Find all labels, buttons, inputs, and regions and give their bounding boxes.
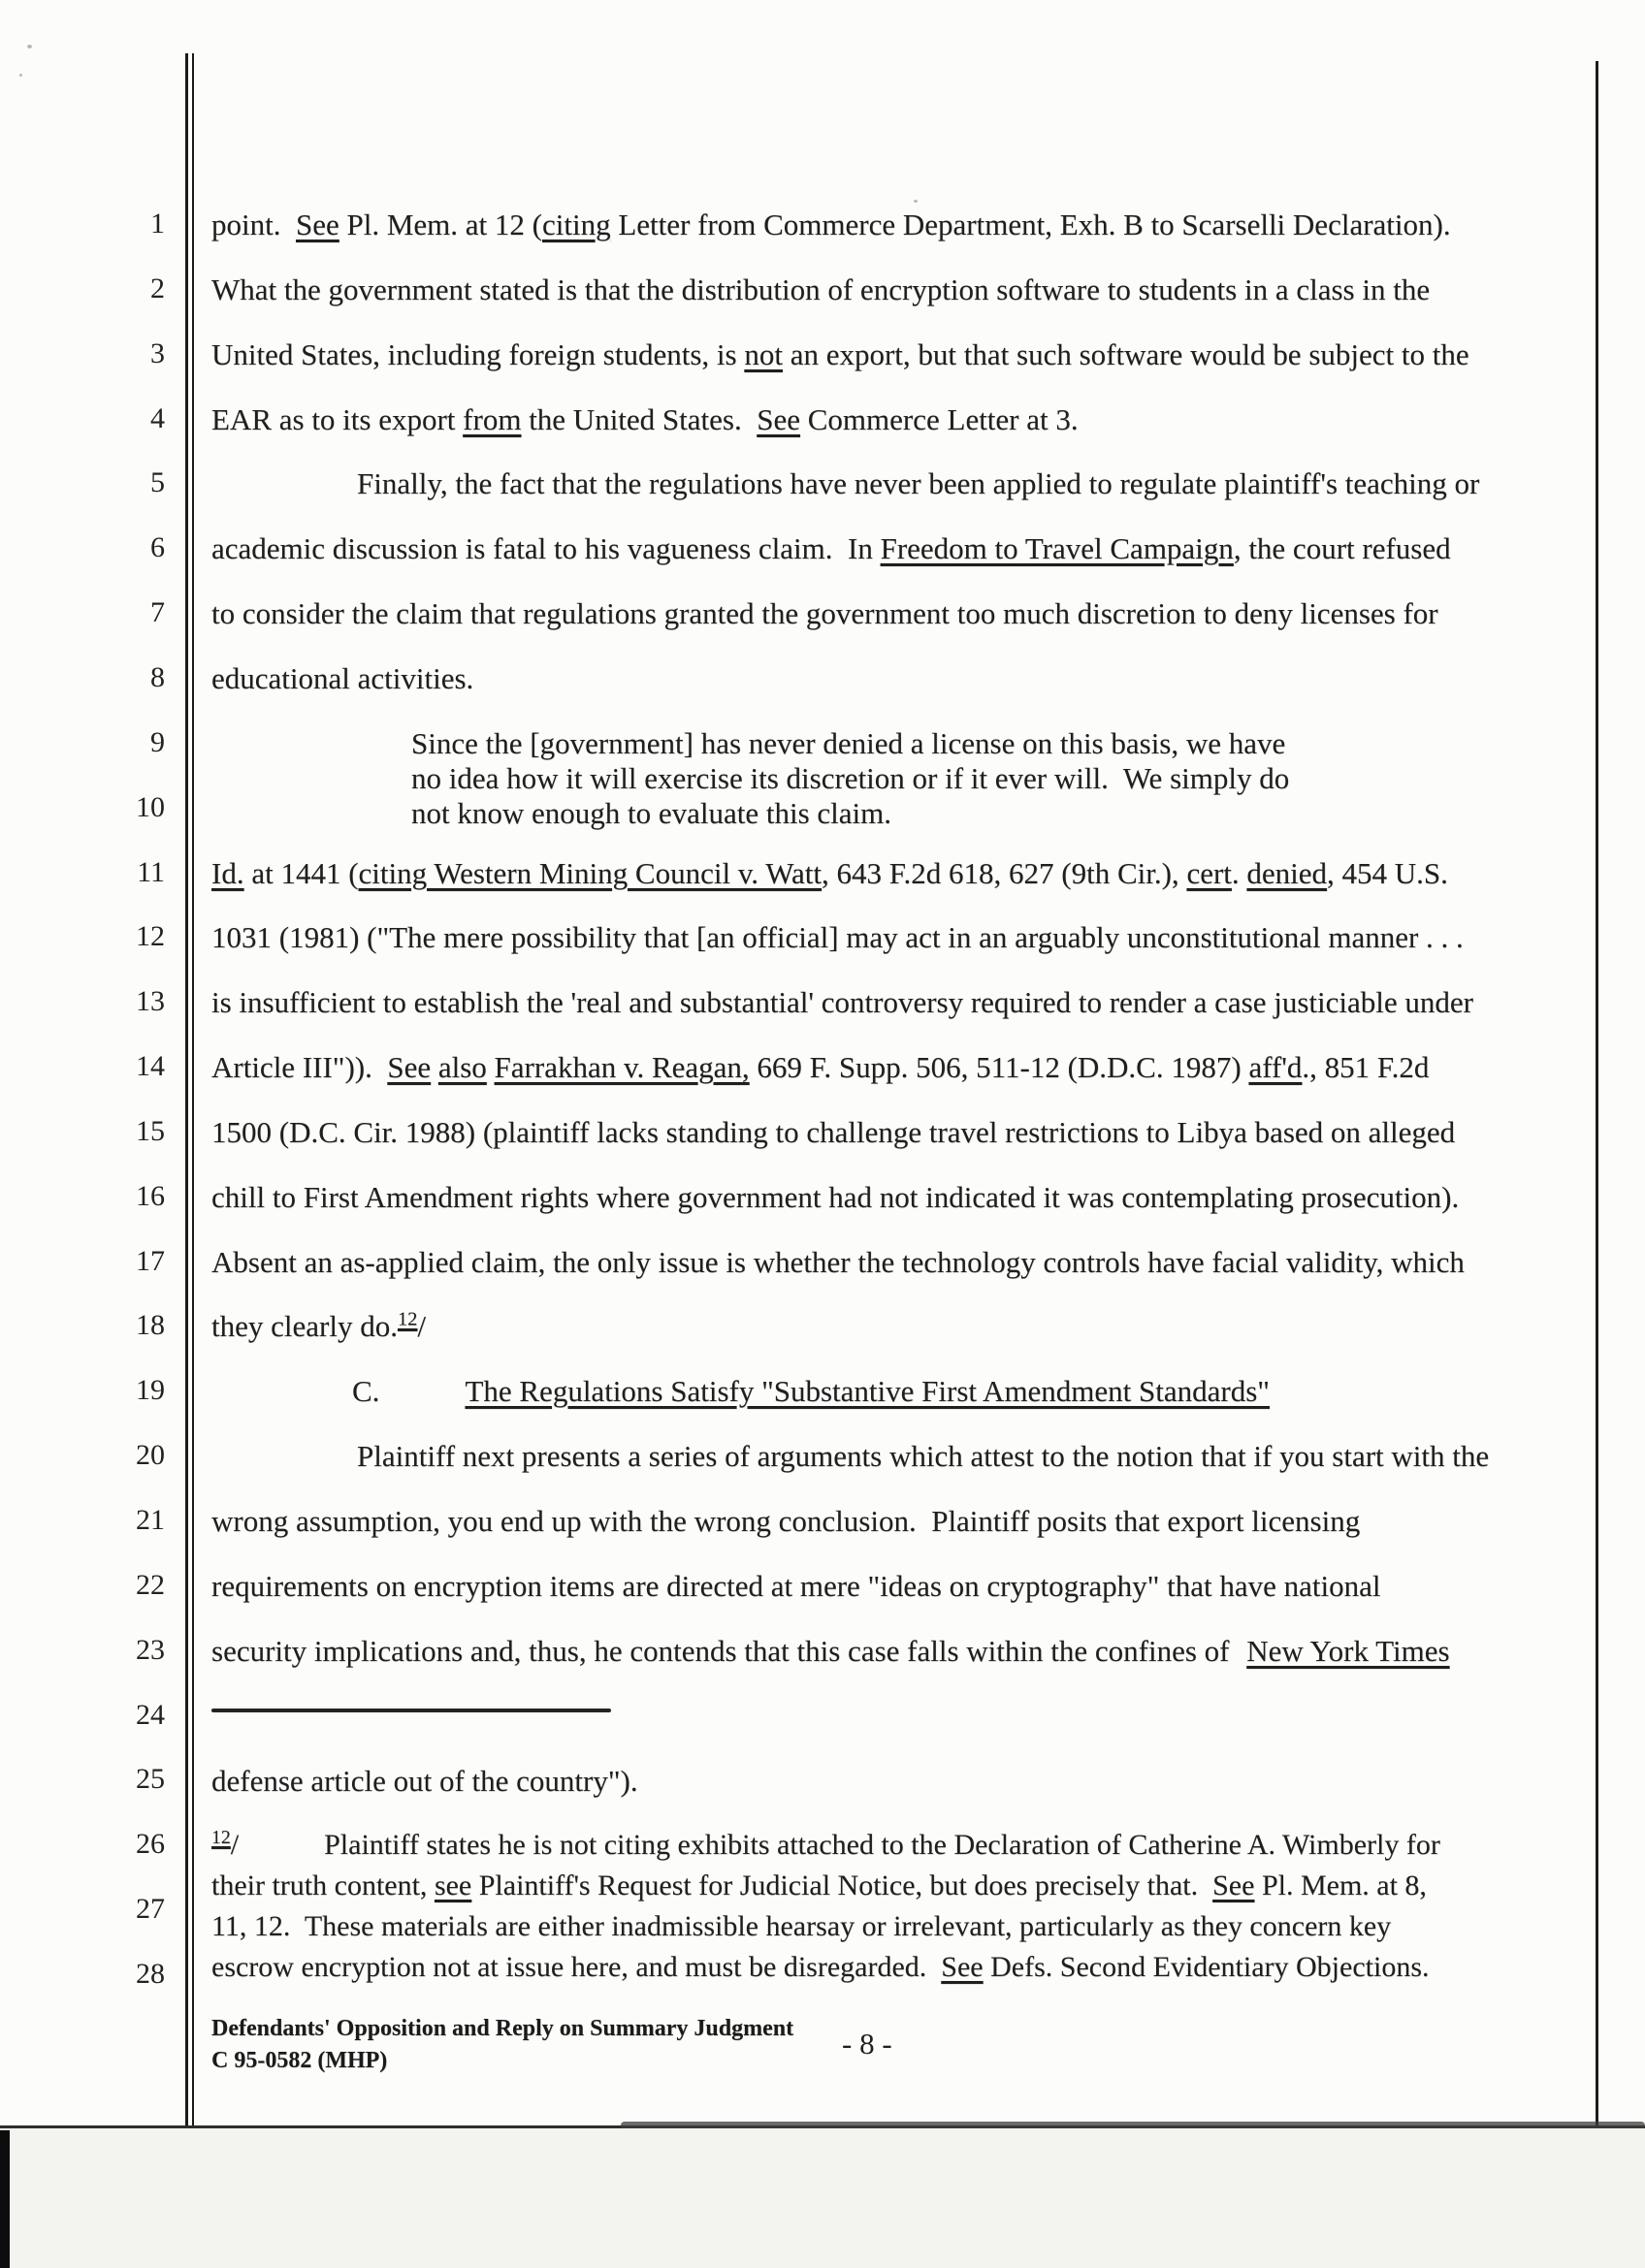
underlined-text: See [757, 402, 800, 436]
text-segment: Defs. Second Evidentiary Objections. [983, 1951, 1430, 1983]
text-segment: / [417, 1309, 427, 1343]
text-segment: wrong assumption, you end up with the wrong conclusion. Plaintiff posits that export licensing [211, 1504, 1361, 1538]
text-segment: . [1231, 856, 1247, 890]
document-line [211, 1868, 1427, 1904]
text-segment: defense article out of the country"). [211, 1764, 638, 1798]
text-segment: 1500 (D.C. Cir. 1988) (plaintiff lacks standing to challenge travel restrictions to Libya based on alleged [211, 1115, 1456, 1149]
text-segment: Pl. Mem. at 12 ( [339, 208, 542, 241]
document-line [211, 595, 1438, 632]
underlined-text: Farrakhan v. Reagan, [494, 1050, 750, 1084]
text-segment: their truth content, [211, 1869, 435, 1901]
underlined-text: Freedom to Travel Campaign [880, 531, 1234, 565]
underlined-text: The Regulations Satisfy "Substantive First Amendment Standards" [465, 1374, 1270, 1408]
document-line [211, 272, 1430, 308]
underlined-text: Id. [211, 856, 244, 890]
text-segment: Article III")). [211, 1050, 388, 1084]
scan-speck [914, 200, 918, 203]
scan-edge-artifact [0, 2130, 10, 2268]
text-segment: Plaintiff's Request for Judicial Notice, but does precisely that. [471, 1869, 1213, 1901]
document-line [211, 1114, 1455, 1151]
footer-title: Defendants' Opposition and Reply on Summary Judgment [211, 2016, 794, 2041]
text-segment: requirements on encryption items are directed at mere "ideas on cryptography" that have national [211, 1569, 1381, 1603]
line-number: 5 [150, 466, 165, 498]
text-segment: 11, 12. These materials are either inadmissible hearsay or irrelevant, particularly as they concern key [211, 1910, 1392, 1942]
line-number: 13 [136, 985, 165, 1017]
underlined-text: See [1212, 1869, 1255, 1901]
line-number: 2 [150, 272, 165, 304]
text-segment: Absent an as-applied claim, the only issue is whether the technology controls have facial validity, which [211, 1245, 1465, 1279]
document-line [211, 530, 1451, 567]
document-line [357, 1438, 1489, 1475]
line-number: 22 [136, 1569, 165, 1601]
text-segment: chill to First Amendment rights where government had not indicated it was contemplating prosecution). [211, 1180, 1460, 1214]
text-segment: , the court refused [1233, 531, 1451, 565]
document-line [211, 1827, 1440, 1864]
line-number: 24 [136, 1699, 165, 1731]
text-segment: Plaintiff states he is not citing exhibits attached to the Declaration of Catherine A. Wimberly for [324, 1829, 1440, 1861]
line-number: 14 [136, 1050, 165, 1082]
line-number: 6 [150, 531, 165, 563]
line-number: 12 [136, 920, 165, 952]
line-number: 19 [136, 1374, 165, 1406]
text-segment: 1031 (1981) ("The mere possibility that [an official] may act in an arguably unconstitutional manner . . . [211, 920, 1464, 954]
text-segment: 669 F. Supp. 506, 511-12 (D.D.C. 1987) [749, 1050, 1249, 1084]
line-number: 21 [136, 1504, 165, 1536]
document-footer [211, 2013, 793, 2077]
underlined-text: citing [542, 208, 611, 241]
document-line [211, 984, 1473, 1021]
text-segment: at 1441 ( [243, 856, 359, 890]
text-segment: Pl. Mem. at 8, [1254, 1869, 1427, 1901]
text-segment [431, 1050, 438, 1084]
underlined-text: also [437, 1050, 487, 1084]
text-segment: is insufficient to establish the 'real and substantial' controversy required to render a case justiciable under [211, 985, 1473, 1019]
text-segment: Finally, the fact that the regulations have never been applied to regulate plaintiff's teaching or [357, 466, 1480, 500]
line-number: 16 [136, 1180, 165, 1212]
document-line [211, 1049, 1429, 1086]
document-line [211, 1763, 638, 1800]
line-number: 18 [136, 1309, 165, 1341]
line-number: 17 [136, 1245, 165, 1277]
text-segment: , 454 U.S. [1327, 856, 1448, 890]
text-segment: they clearly do. [211, 1309, 398, 1343]
scan-speck [19, 74, 22, 77]
underlined-text: cert [1186, 856, 1232, 890]
text-segment: , 643 F.2d 618, 627 (9th Cir.), [822, 856, 1187, 890]
underlined-text: See [295, 208, 339, 241]
document-line [211, 401, 1079, 438]
document-line [211, 207, 1451, 243]
line-number: 4 [150, 402, 165, 434]
line-number: 23 [136, 1634, 165, 1666]
text-segment: Plaintiff next presents a series of arguments which attest to the notion that if you start with the [357, 1439, 1490, 1473]
text-segment: Commerce Letter at 3. [800, 402, 1079, 436]
line-number: 1 [150, 208, 165, 240]
text-segment: academic discussion is fatal to his vagueness claim. In [211, 531, 881, 565]
underlined-text: not [744, 337, 783, 371]
document-line [211, 1503, 1360, 1540]
text-segment: no idea how it will exercise its discretion or if it ever will. We simply do [411, 761, 1290, 795]
document-line [211, 1568, 1380, 1605]
document-line [211, 919, 1464, 956]
footnote-separator [211, 1709, 611, 1712]
line-number: 10 [136, 791, 165, 823]
text-segment: escrow encryption not at issue here, and must be disregarded. [211, 1951, 942, 1983]
underlined-text: denied [1246, 856, 1328, 890]
text-segment: Since the [government] has never denied a license on this basis, we have [411, 726, 1286, 760]
line-number: 7 [150, 596, 165, 628]
text-segment: C. [352, 1374, 380, 1408]
text-segment: EAR as to its export [211, 402, 464, 436]
underlined-text: see [434, 1869, 472, 1901]
text-segment: an export, but that such software would be subject to the [782, 337, 1469, 371]
line-number: 9 [150, 726, 165, 758]
underlined-text: 12 [397, 1308, 418, 1330]
underlined-text: See [941, 1951, 984, 1983]
document-line [411, 795, 891, 832]
document-line [211, 1308, 426, 1345]
document-line [211, 336, 1469, 373]
line-number: 25 [136, 1763, 165, 1795]
text-segment: United States, including foreign students, is [211, 337, 745, 371]
document-line [357, 465, 1479, 502]
text-segment: to consider the claim that regulations granted the government too much discretion to deny licenses for [211, 596, 1438, 630]
document-line [411, 760, 1289, 797]
text-segment: educational activities. [211, 661, 474, 695]
underlined-text: from [463, 402, 522, 436]
underlined-text: citing Western Mining Council v. Watt [358, 856, 822, 890]
line-number: 27 [136, 1893, 165, 1925]
underlined-text: See [387, 1050, 432, 1084]
line-number: 28 [136, 1958, 165, 1990]
scan-speck [27, 45, 32, 48]
underlined-text: aff'd [1248, 1050, 1303, 1084]
line-number: 15 [136, 1115, 165, 1147]
underlined-text: New York Times [1246, 1634, 1450, 1668]
document-line [211, 1949, 1430, 1986]
text-segment: What the government stated is that the distribution of encryption software to students in a class in the [211, 272, 1431, 306]
line-number: 26 [136, 1828, 165, 1860]
line-number: 8 [150, 661, 165, 693]
text-segment: ., 851 F.2d [1302, 1050, 1430, 1084]
document-line [211, 1179, 1459, 1216]
document-line [211, 1633, 1450, 1670]
scanner-background [0, 2128, 1645, 2268]
line-number: 3 [150, 337, 165, 369]
right-margin-rule [1596, 61, 1598, 2125]
page-number: - 8 - [842, 2027, 892, 2060]
document-line [352, 1373, 1270, 1410]
document-line [211, 1908, 1391, 1945]
line-number: 11 [137, 856, 165, 888]
footer-case-number: C 95-0582 (MHP) [211, 2048, 388, 2073]
pleading-double-rule [185, 53, 194, 2125]
text-segment: point. [211, 208, 296, 241]
text-segment: security implications and, thus, he contends that this case falls within the confines of [211, 1634, 1238, 1668]
document-line [211, 1244, 1465, 1281]
text-segment: Letter from Commerce Department, Exh. B to Scarselli Declaration). [610, 208, 1451, 241]
text-segment: the United States. [521, 402, 758, 436]
document-line [211, 855, 1448, 892]
document-line [211, 660, 473, 697]
line-number: 20 [136, 1439, 165, 1471]
text-segment [487, 1050, 495, 1084]
text-segment: not know enough to evaluate this claim. [411, 796, 892, 830]
text-segment: / [230, 1829, 240, 1861]
underlined-text: 12 [211, 1827, 231, 1848]
document-line [411, 725, 1285, 762]
